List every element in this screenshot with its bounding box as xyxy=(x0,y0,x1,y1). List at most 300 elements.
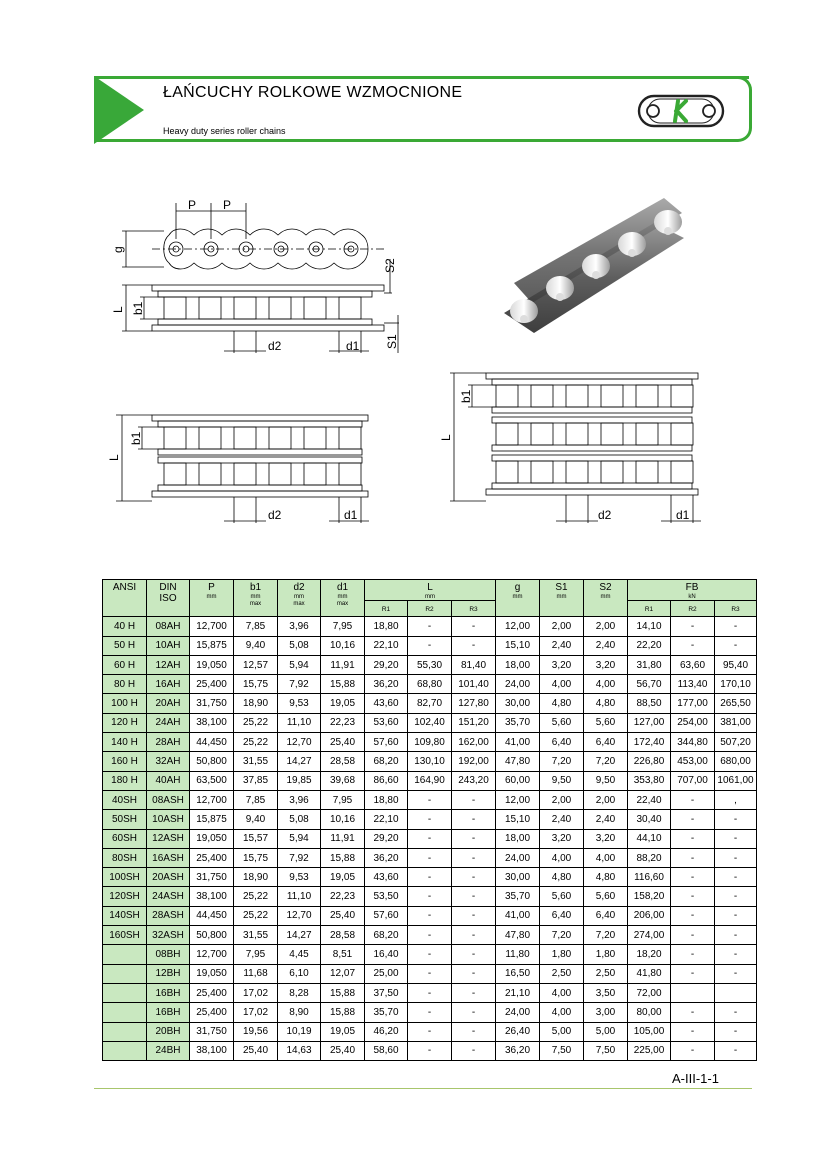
table-cell: 11,68 xyxy=(234,964,278,983)
table-cell: 3,96 xyxy=(278,617,321,636)
table-cell: - xyxy=(715,636,757,655)
table-cell: 130,10 xyxy=(408,752,452,771)
table-cell: 35,70 xyxy=(365,1003,408,1022)
table-cell: 707,00 xyxy=(671,771,715,790)
table-cell: 2,00 xyxy=(540,617,584,636)
col-header-l: L mm xyxy=(365,580,496,601)
footer-divider xyxy=(94,1088,752,1089)
table-cell: 60,00 xyxy=(496,771,540,790)
table-cell: 25,400 xyxy=(190,983,234,1002)
table-cell: 12,70 xyxy=(278,733,321,752)
table-cell: 28,58 xyxy=(321,752,365,771)
dim-label-s2: S2 xyxy=(383,258,397,273)
col-header-s2: S2 mm xyxy=(584,580,628,617)
table-cell: 16BH xyxy=(147,1003,190,1022)
table-cell: 25,40 xyxy=(321,733,365,752)
table-cell: 19,05 xyxy=(321,694,365,713)
table-cell: 140SH xyxy=(103,906,147,925)
table-cell: 40SH xyxy=(103,790,147,809)
table-cell: - xyxy=(408,906,452,925)
table-cell: - xyxy=(408,810,452,829)
col-header-g: g mm xyxy=(496,580,540,617)
table-cell: 4,45 xyxy=(278,945,321,964)
table-cell xyxy=(715,983,757,1002)
table-cell: 29,20 xyxy=(365,829,408,848)
table-cell: 68,20 xyxy=(365,752,408,771)
table-cell: 17,02 xyxy=(234,983,278,1002)
table-cell: 206,00 xyxy=(628,906,671,925)
table-cell: 8,28 xyxy=(278,983,321,1002)
table-cell: 2,40 xyxy=(584,636,628,655)
table-cell: 41,80 xyxy=(628,964,671,983)
table-cell: - xyxy=(408,945,452,964)
table-cell: 14,63 xyxy=(278,1041,321,1060)
table-cell: 28,58 xyxy=(321,926,365,945)
table-cell: 3,96 xyxy=(278,790,321,809)
table-row xyxy=(103,848,757,867)
table-cell: 18,90 xyxy=(234,868,278,887)
table-cell: 21,10 xyxy=(496,983,540,1002)
table-header-row xyxy=(103,580,757,601)
table-cell: - xyxy=(671,887,715,906)
table-cell: 37,85 xyxy=(234,771,278,790)
table-cell: 25,40 xyxy=(321,906,365,925)
table-cell: 25,22 xyxy=(234,887,278,906)
table-cell: 105,00 xyxy=(628,1022,671,1041)
table-cell: 7,95 xyxy=(234,945,278,964)
table-cell: 7,95 xyxy=(321,617,365,636)
table-cell: 28ASH xyxy=(147,906,190,925)
table-cell: 7,50 xyxy=(540,1041,584,1060)
table-cell: 116,60 xyxy=(628,868,671,887)
table-cell: 11,91 xyxy=(321,829,365,848)
table-row xyxy=(103,906,757,925)
col-header-p: P mm xyxy=(190,580,234,617)
table-cell: 22,10 xyxy=(365,810,408,829)
table-cell: 160 H xyxy=(103,752,147,771)
table-cell: 88,50 xyxy=(628,694,671,713)
dim-label-b1-triplex: b1 xyxy=(459,389,473,403)
table-cell: - xyxy=(671,1022,715,1041)
table-cell: 5,00 xyxy=(540,1022,584,1041)
table-cell: 151,20 xyxy=(452,713,496,732)
table-row xyxy=(103,829,757,848)
table-row xyxy=(103,617,757,636)
page-number: A-III-1-1 xyxy=(672,1071,719,1086)
table-cell: 5,08 xyxy=(278,636,321,655)
col-header-fb: FB kN xyxy=(628,580,757,601)
table-cell: 15,875 xyxy=(190,636,234,655)
table-cell: 12,00 xyxy=(496,617,540,636)
table-cell: - xyxy=(671,636,715,655)
table-cell: 7,20 xyxy=(584,752,628,771)
table-cell: 19,05 xyxy=(321,1022,365,1041)
table-cell: 88,20 xyxy=(628,848,671,867)
table-cell: 19,050 xyxy=(190,655,234,674)
table-cell: 31,55 xyxy=(234,926,278,945)
table-cell: - xyxy=(671,617,715,636)
dim-label-b1: b1 xyxy=(131,301,145,315)
table-cell: - xyxy=(715,964,757,983)
table-cell: 25,22 xyxy=(234,906,278,925)
table-cell: - xyxy=(408,636,452,655)
table-cell: 102,40 xyxy=(408,713,452,732)
table-cell: 95,40 xyxy=(715,655,757,674)
table-cell: 36,20 xyxy=(365,675,408,694)
col-header-fb-r2: R2 xyxy=(671,601,715,617)
table-cell: 100 H xyxy=(103,694,147,713)
table-cell: 4,00 xyxy=(540,848,584,867)
table-cell: - xyxy=(452,1022,496,1041)
table-cell: 10ASH xyxy=(147,810,190,829)
table-cell: 25,22 xyxy=(234,713,278,732)
table-cell: - xyxy=(715,1041,757,1060)
table-cell: 4,80 xyxy=(540,868,584,887)
table-cell: 16AH xyxy=(147,675,190,694)
dim-label-s1: S1 xyxy=(385,334,399,349)
table-cell: 2,00 xyxy=(584,790,628,809)
table-cell: 28AH xyxy=(147,733,190,752)
table-cell: 31,750 xyxy=(190,1022,234,1041)
table-cell: 3,20 xyxy=(540,655,584,674)
table-cell: 20BH xyxy=(147,1022,190,1041)
table-row xyxy=(103,1041,757,1060)
table-cell: 12,57 xyxy=(234,655,278,674)
chain-3d-illustration xyxy=(504,198,684,333)
table-cell: 9,53 xyxy=(278,868,321,887)
table-cell: 5,94 xyxy=(278,655,321,674)
table-cell: 81,40 xyxy=(452,655,496,674)
table-row xyxy=(103,713,757,732)
table-cell: - xyxy=(452,617,496,636)
table-cell: - xyxy=(408,829,452,848)
table-cell: 192,00 xyxy=(452,752,496,771)
chain-technical-drawings xyxy=(94,163,734,575)
table-cell: 5,00 xyxy=(584,1022,628,1041)
page-title: ŁAŃCUCHY ROLKOWE WZMOCNIONE xyxy=(163,84,463,101)
table-body xyxy=(103,617,757,1061)
table-cell: 18,00 xyxy=(496,655,540,674)
table-cell: 12BH xyxy=(147,964,190,983)
table-cell: 10,19 xyxy=(278,1022,321,1041)
table-cell: 35,70 xyxy=(496,713,540,732)
dim-label-d1-duplex: d1 xyxy=(344,508,358,522)
table-cell: 226,80 xyxy=(628,752,671,771)
table-cell: 15,88 xyxy=(321,675,365,694)
table-cell: - xyxy=(408,1003,452,1022)
table-cell: - xyxy=(408,1022,452,1041)
table-cell: 5,08 xyxy=(278,810,321,829)
table-cell: 32AH xyxy=(147,752,190,771)
table-cell: 15,88 xyxy=(321,848,365,867)
table-cell: 120 H xyxy=(103,713,147,732)
table-cell xyxy=(103,1022,147,1041)
table-cell: - xyxy=(408,848,452,867)
table-row xyxy=(103,655,757,674)
dim-label-l-triplex: L xyxy=(439,434,453,441)
table-cell: 18,00 xyxy=(496,829,540,848)
table-cell: 50SH xyxy=(103,810,147,829)
table-cell: 57,60 xyxy=(365,906,408,925)
table-cell: - xyxy=(671,1041,715,1060)
table-cell: 127,00 xyxy=(628,713,671,732)
table-cell xyxy=(671,983,715,1002)
table-row xyxy=(103,733,757,752)
table-cell: 19,050 xyxy=(190,829,234,848)
table-row xyxy=(103,945,757,964)
table-cell: 82,70 xyxy=(408,694,452,713)
table-cell: 44,450 xyxy=(190,906,234,925)
table-cell: 11,80 xyxy=(496,945,540,964)
table-cell: 265,50 xyxy=(715,694,757,713)
table-cell: - xyxy=(452,810,496,829)
table-row xyxy=(103,868,757,887)
table-cell: 177,00 xyxy=(671,694,715,713)
table-cell: 80,00 xyxy=(628,1003,671,1022)
chain-spec-table xyxy=(102,579,757,1061)
table-cell: 25,400 xyxy=(190,848,234,867)
table-cell: 14,27 xyxy=(278,926,321,945)
table-cell: 50 H xyxy=(103,636,147,655)
table-cell: 180 H xyxy=(103,771,147,790)
table-cell: 11,91 xyxy=(321,655,365,674)
table-cell: 30,40 xyxy=(628,810,671,829)
table-cell: 113,40 xyxy=(671,675,715,694)
table-cell: 7,85 xyxy=(234,790,278,809)
table-cell: 31,750 xyxy=(190,868,234,887)
dim-label-l-duplex: L xyxy=(107,454,121,461)
table-cell: , xyxy=(715,790,757,809)
dim-label-d1-triplex: d1 xyxy=(676,508,690,522)
table-cell: 30,00 xyxy=(496,694,540,713)
table-cell: 453,00 xyxy=(671,752,715,771)
table-cell: 3,20 xyxy=(584,829,628,848)
table-cell: - xyxy=(671,848,715,867)
table-cell: 22,40 xyxy=(628,790,671,809)
duplex-top-view xyxy=(116,415,369,523)
table-row xyxy=(103,964,757,983)
table-cell: 15,10 xyxy=(496,810,540,829)
table-cell: 140 H xyxy=(103,733,147,752)
table-cell: 164,90 xyxy=(408,771,452,790)
table-cell: 31,80 xyxy=(628,655,671,674)
table-cell: 8,51 xyxy=(321,945,365,964)
table-cell: 6,40 xyxy=(584,906,628,925)
table-cell: - xyxy=(715,945,757,964)
table-cell: 57,60 xyxy=(365,733,408,752)
table-cell: - xyxy=(408,1041,452,1060)
table-row xyxy=(103,752,757,771)
dim-label-d1: d1 xyxy=(346,339,360,353)
col-header-l-r3: R3 xyxy=(452,601,496,617)
table-cell: 25,40 xyxy=(321,1041,365,1060)
table-cell: 72,00 xyxy=(628,983,671,1002)
table-cell: 7,20 xyxy=(540,926,584,945)
table-cell: 56,70 xyxy=(628,675,671,694)
table-cell: 5,60 xyxy=(584,887,628,906)
table-cell: - xyxy=(715,887,757,906)
table-row xyxy=(103,926,757,945)
table-cell: 14,27 xyxy=(278,752,321,771)
table-cell: 15,10 xyxy=(496,636,540,655)
table-cell: 4,80 xyxy=(584,868,628,887)
table-cell: 15,57 xyxy=(234,829,278,848)
table-cell: 101,40 xyxy=(452,675,496,694)
table-cell: 41,00 xyxy=(496,733,540,752)
table-cell: 16,50 xyxy=(496,964,540,983)
table-cell: 32ASH xyxy=(147,926,190,945)
table-cell: 3,50 xyxy=(584,983,628,1002)
table-cell: 9,53 xyxy=(278,694,321,713)
page-subtitle: Heavy duty series roller chains xyxy=(163,126,286,136)
table-cell: 162,00 xyxy=(452,733,496,752)
table-cell: 25,40 xyxy=(234,1041,278,1060)
table-cell: 25,400 xyxy=(190,1003,234,1022)
table-cell: - xyxy=(671,829,715,848)
table-cell: 22,23 xyxy=(321,887,365,906)
table-cell: 7,20 xyxy=(584,926,628,945)
table-cell: 4,00 xyxy=(584,675,628,694)
dim-label-d2: d2 xyxy=(268,339,282,353)
table-cell: - xyxy=(452,964,496,983)
table-cell: 9,40 xyxy=(234,810,278,829)
table-cell: 31,750 xyxy=(190,694,234,713)
table-cell: 15,88 xyxy=(321,1003,365,1022)
table-cell: 1,80 xyxy=(540,945,584,964)
table-cell: 24,00 xyxy=(496,675,540,694)
table-cell: 41,00 xyxy=(496,906,540,925)
table-cell: - xyxy=(671,945,715,964)
table-cell: 100SH xyxy=(103,868,147,887)
table-row xyxy=(103,810,757,829)
table-cell: - xyxy=(452,926,496,945)
table-cell: - xyxy=(715,829,757,848)
table-cell: 60SH xyxy=(103,829,147,848)
col-header-fb-r1: R1 xyxy=(628,601,671,617)
table-cell: 16,40 xyxy=(365,945,408,964)
table-cell: - xyxy=(671,964,715,983)
table-cell: 1061,00 xyxy=(715,771,757,790)
table-cell: 25,00 xyxy=(365,964,408,983)
table-cell: 14,10 xyxy=(628,617,671,636)
table-cell: - xyxy=(671,790,715,809)
table-cell: 12,70 xyxy=(278,906,321,925)
table-cell: 26,40 xyxy=(496,1022,540,1041)
table-cell: - xyxy=(452,983,496,1002)
table-cell: 12AH xyxy=(147,655,190,674)
table-cell: 24AH xyxy=(147,713,190,732)
table-cell: - xyxy=(408,868,452,887)
table-cell: 12,700 xyxy=(190,790,234,809)
table-row xyxy=(103,771,757,790)
table-cell: - xyxy=(452,829,496,848)
table-cell: 2,50 xyxy=(540,964,584,983)
table-cell: 2,00 xyxy=(540,790,584,809)
table-cell: 6,40 xyxy=(540,733,584,752)
col-header-din-iso: DIN ISO xyxy=(147,580,190,617)
table-cell: 50,800 xyxy=(190,752,234,771)
table-cell: 53,50 xyxy=(365,887,408,906)
table-cell: 24,00 xyxy=(496,1003,540,1022)
table-cell: 47,80 xyxy=(496,926,540,945)
dim-label-l: L xyxy=(111,306,125,313)
table-row xyxy=(103,636,757,655)
table-cell: 55,30 xyxy=(408,655,452,674)
table-cell: 25,400 xyxy=(190,675,234,694)
table-cell: 38,100 xyxy=(190,713,234,732)
table-cell: 18,80 xyxy=(365,617,408,636)
table-cell: 12,700 xyxy=(190,945,234,964)
table-cell: 58,60 xyxy=(365,1041,408,1060)
table-cell: 40AH xyxy=(147,771,190,790)
triplex-top-view xyxy=(450,373,701,523)
table-cell: - xyxy=(671,926,715,945)
table-cell: 6,40 xyxy=(540,906,584,925)
table-cell: 24,00 xyxy=(496,848,540,867)
table-cell: - xyxy=(452,1041,496,1060)
table-cell: - xyxy=(715,617,757,636)
table-row xyxy=(103,790,757,809)
table-cell: 22,10 xyxy=(365,636,408,655)
table-cell: 44,450 xyxy=(190,733,234,752)
table-cell: 68,80 xyxy=(408,675,452,694)
table-cell: 31,55 xyxy=(234,752,278,771)
table-cell: 36,20 xyxy=(365,848,408,867)
table-cell: 60 H xyxy=(103,655,147,674)
table-cell: 38,100 xyxy=(190,887,234,906)
table-cell: 10,16 xyxy=(321,810,365,829)
table-cell: 16ASH xyxy=(147,848,190,867)
table-cell: 172,40 xyxy=(628,733,671,752)
table-cell: 15,875 xyxy=(190,810,234,829)
table-cell: 7,20 xyxy=(540,752,584,771)
dim-label-p1: P xyxy=(188,198,197,212)
table-cell: 4,80 xyxy=(584,694,628,713)
table-cell: - xyxy=(671,1003,715,1022)
table-cell: 274,00 xyxy=(628,926,671,945)
table-cell: 30,00 xyxy=(496,868,540,887)
col-header-l-r1: R1 xyxy=(365,601,408,617)
table-cell: 507,20 xyxy=(715,733,757,752)
table-cell: 243,20 xyxy=(452,771,496,790)
table-cell: - xyxy=(452,636,496,655)
col-header-fb-r3: R3 xyxy=(715,601,757,617)
table-cell: 2,50 xyxy=(584,964,628,983)
table-cell: 19,56 xyxy=(234,1022,278,1041)
table-cell: 12,07 xyxy=(321,964,365,983)
table-cell: 160SH xyxy=(103,926,147,945)
table-cell: 53,60 xyxy=(365,713,408,732)
table-cell: 10,16 xyxy=(321,636,365,655)
table-cell: 39,68 xyxy=(321,771,365,790)
table-cell: 22,23 xyxy=(321,713,365,732)
table-cell: - xyxy=(452,848,496,867)
table-cell: 10AH xyxy=(147,636,190,655)
table-cell: 7,85 xyxy=(234,617,278,636)
table-cell: - xyxy=(408,926,452,945)
table-cell: 344,80 xyxy=(671,733,715,752)
table-cell: 18,80 xyxy=(365,790,408,809)
header-triangle-icon xyxy=(94,76,144,144)
table-cell: 680,00 xyxy=(715,752,757,771)
table-cell: 9,50 xyxy=(540,771,584,790)
table-cell: 4,80 xyxy=(540,694,584,713)
table-cell: - xyxy=(671,810,715,829)
dim-label-d2-triplex: d2 xyxy=(598,508,612,522)
table-cell: 22,20 xyxy=(628,636,671,655)
table-cell: 43,60 xyxy=(365,694,408,713)
table-cell: - xyxy=(408,983,452,1002)
